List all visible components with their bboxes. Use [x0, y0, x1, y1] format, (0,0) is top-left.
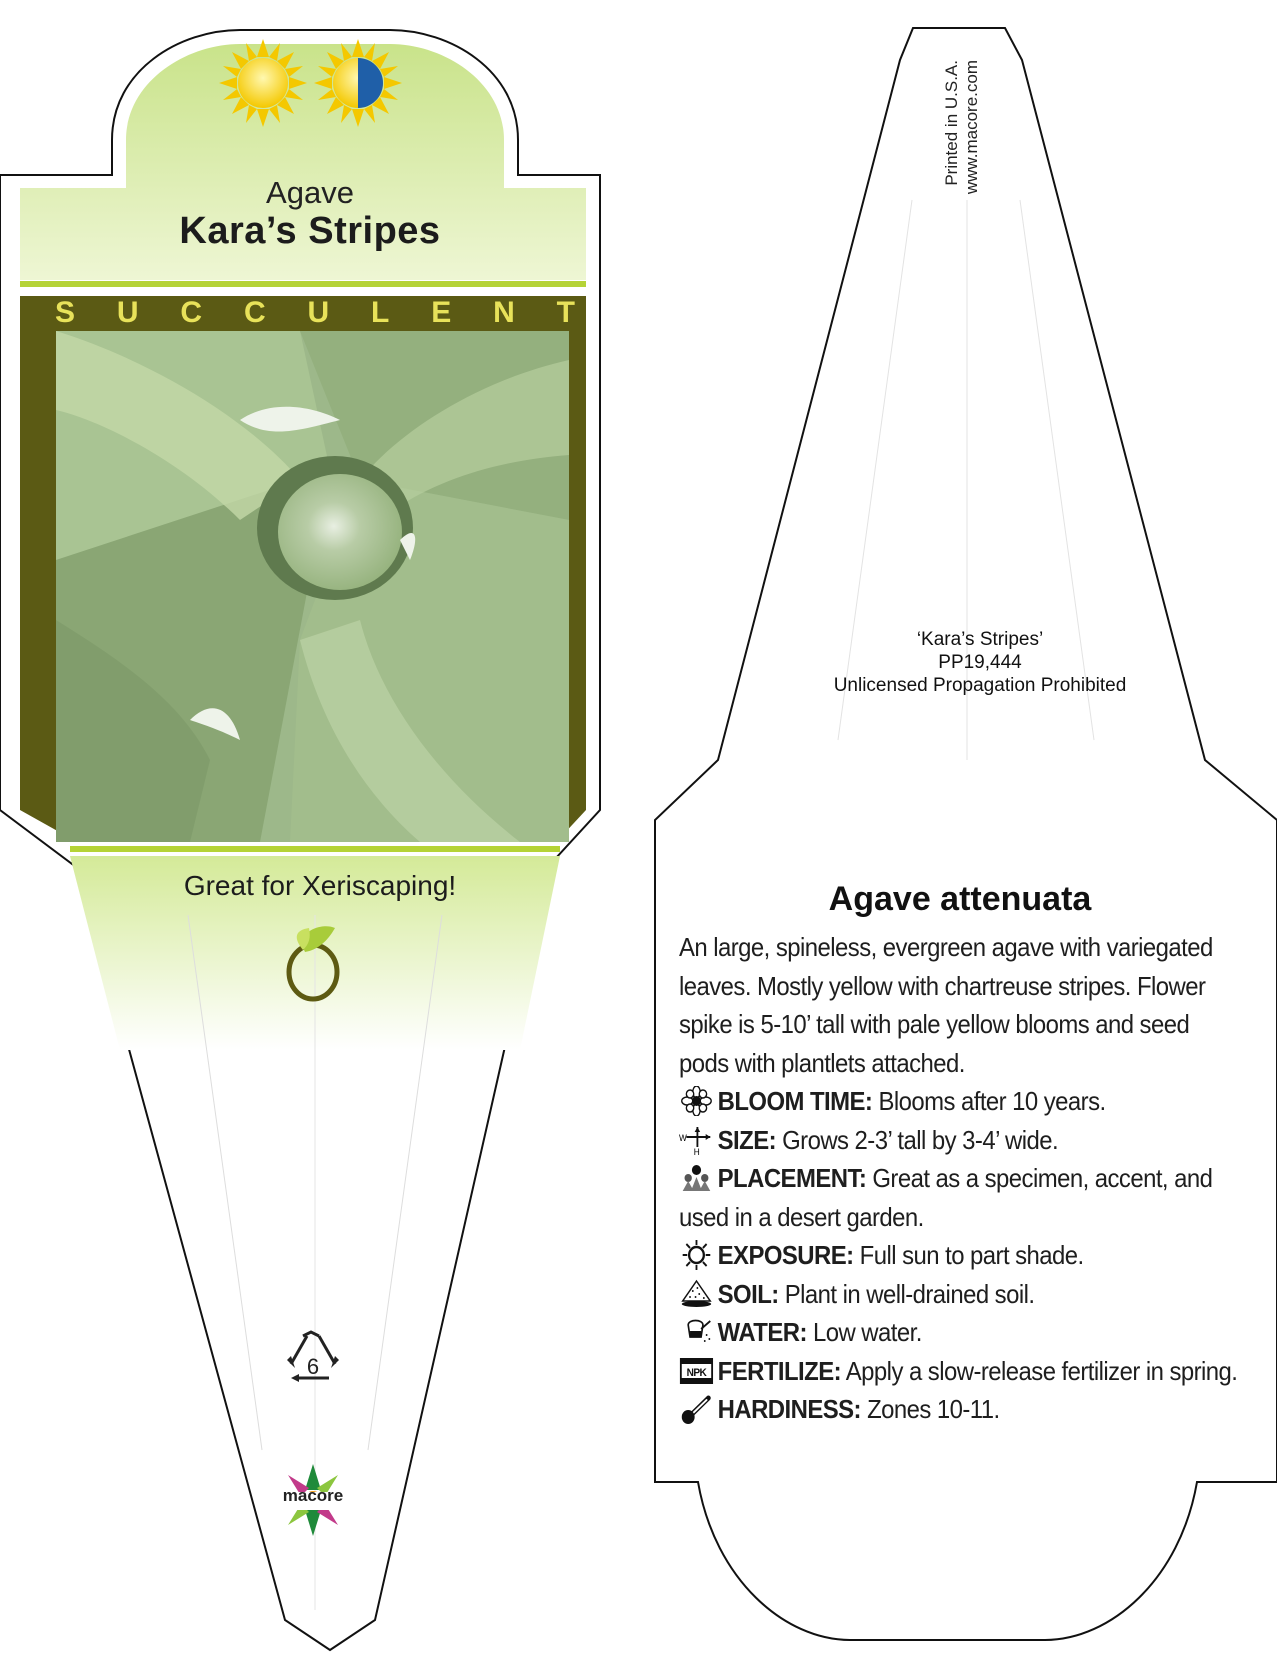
care-placement [679, 1159, 1213, 1198]
brand-name: macore [282, 1486, 344, 1505]
description-line: spike is 5-10’ tall with pale yellow blooms and seed [679, 1009, 1190, 1039]
plant-variety: Kara’s Stripes [179, 210, 441, 252]
care-label: SOIL: [717, 1278, 779, 1309]
soil-icon [679, 1279, 714, 1309]
care-value: Plant in well-drained soil. [778, 1278, 1035, 1309]
care-value: Blooms after 10 years. [872, 1086, 1106, 1116]
care-placement-cont: used in a desert garden. [679, 1201, 924, 1232]
care-size [679, 1121, 1194, 1160]
patent-block [760, 628, 1200, 697]
plant-genus: Agave [266, 175, 354, 210]
printing-info [942, 60, 981, 220]
care-value: Apply a slow-release fertilizer in spring. [841, 1355, 1238, 1386]
flower-icon [679, 1086, 714, 1116]
description-line: leaves. Mostly yellow with chartreuse stripes. Flower [679, 970, 1206, 1001]
care-label: BLOOM TIME: [717, 1086, 873, 1116]
care-label: EXPOSURE: [717, 1240, 854, 1270]
full-sun-icon [219, 39, 307, 127]
care-label: FERTILIZE: [717, 1355, 842, 1386]
care-water [679, 1313, 1194, 1352]
care-soil [679, 1275, 1194, 1314]
description-block [679, 928, 1238, 1429]
category-letter: U [116, 296, 139, 329]
category-letter: U [307, 296, 330, 329]
botanical-name: Agave attenuata [828, 880, 1092, 918]
care-label: WATER: [717, 1317, 807, 1347]
patent-notice: Unlicensed Propagation Prohibited [833, 675, 1127, 696]
sun-icon [679, 1240, 714, 1270]
category-letter: E [431, 296, 452, 329]
website: www.macore.com [962, 60, 981, 195]
patent-number: PP19,444 [938, 652, 1022, 673]
category-letter: S [55, 296, 76, 329]
care-label: HARDINESS: [717, 1394, 861, 1424]
size-arrows-icon [679, 1125, 714, 1155]
care-value: Full sun to part shade. [853, 1240, 1084, 1270]
care-value: Great as a specimen, accent, and [866, 1163, 1213, 1193]
recycle-number: 6 [306, 1354, 320, 1379]
care-exposure [679, 1236, 1194, 1275]
care-label: SIZE: [717, 1124, 777, 1155]
category-letter: N [493, 296, 515, 329]
agave-photo [56, 331, 569, 842]
watering-can-icon [679, 1317, 714, 1347]
description-line: pods with plantlets attached. [679, 1047, 965, 1078]
care-value: Grows 2-3’ tall by 3-4’ wide. [776, 1124, 1059, 1155]
care-value: Low water. [806, 1317, 922, 1347]
care-value: Zones 10-11. [860, 1394, 1000, 1424]
part-shade-icon [314, 39, 402, 127]
category-letter: T [556, 296, 575, 329]
category-label [55, 296, 575, 330]
patent-cultivar: ‘Kara’s Stripes’ [916, 629, 1044, 650]
placement-icon [679, 1163, 714, 1193]
care-bloom-time [679, 1082, 1194, 1121]
category-letter: C [180, 296, 203, 329]
category-letter: C [243, 296, 266, 329]
care-fertilize [679, 1352, 1238, 1391]
description-line: An large, spineless, evergreen agave with variegated [679, 932, 1213, 962]
printed-in: Printed in U.S.A. [942, 60, 961, 186]
npk-text: NPK [686, 1366, 707, 1379]
category-letter: L [371, 296, 390, 329]
thermometer-icon [679, 1394, 714, 1424]
svg-text:W: W [679, 1132, 687, 1143]
svg-text:H: H [693, 1146, 700, 1155]
care-hardiness [679, 1390, 1194, 1429]
care-label: PLACEMENT: [717, 1163, 867, 1193]
tagline: Great for Xeriscaping! [183, 870, 457, 901]
npk-icon [679, 1356, 714, 1386]
